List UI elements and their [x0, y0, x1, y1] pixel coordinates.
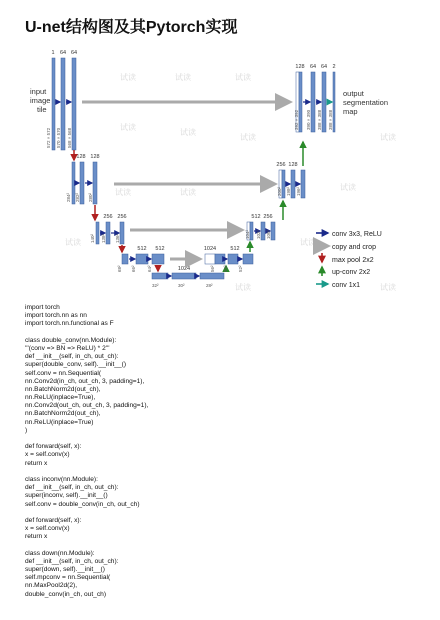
code-line: nn.BatchNorm2d(out_ch),: [25, 410, 101, 418]
channel-label: 256: [103, 214, 113, 220]
code-line: def __init__(self, in_ch, out_ch):: [25, 484, 119, 492]
code-line: import torch: [25, 304, 60, 311]
feature-map: [96, 222, 99, 244]
code-line: [25, 329, 415, 337]
channel-label: 1024: [203, 246, 217, 252]
watermark: 试读: [115, 188, 131, 197]
feature-map: [228, 254, 238, 264]
size-label: 28²: [206, 283, 213, 288]
size-label: 138²: [101, 233, 106, 243]
code-line: self.mpconv = nn.Sequential(: [25, 574, 111, 582]
code-line: x = self.conv(x): [25, 451, 70, 459]
feature-map: [311, 72, 315, 132]
code-line: import torch.nn as nn: [25, 312, 87, 320]
feature-map: [136, 254, 148, 264]
input-label-line: input: [30, 87, 47, 96]
size-label: 568 × 568: [67, 127, 72, 148]
channel-label: 512: [137, 246, 147, 252]
code-line: self.conv = nn.Sequential(: [25, 369, 102, 377]
size-label: 198²: [286, 186, 291, 196]
size-label: 54²: [223, 265, 228, 272]
watermark: 试读: [340, 183, 356, 192]
channel-label: 64: [70, 50, 78, 56]
code-line: return x: [25, 459, 48, 467]
watermark: 试读: [120, 123, 136, 132]
watermark: 试读: [180, 128, 196, 137]
code-line: [25, 509, 415, 517]
channel-label: 128: [76, 154, 86, 160]
channel-label: 1: [51, 50, 55, 56]
legend-label: max pool 2x2: [332, 257, 374, 264]
size-label: 68²: [117, 265, 122, 272]
code-line: [25, 435, 415, 443]
watermark: 试读: [120, 73, 136, 82]
feature-map: [61, 58, 65, 150]
size-label: 102²: [256, 229, 261, 239]
channel-label: 256: [117, 214, 127, 220]
code-line: [25, 468, 415, 476]
size-label: 392 × 392: [294, 109, 299, 130]
code-listing: [25, 304, 415, 599]
code-line: class inconv(nn.Module):: [25, 475, 98, 483]
channel-label: 64: [59, 50, 67, 56]
output-label-line: segmentation: [343, 98, 389, 107]
channel-label: 128: [90, 154, 100, 160]
legend-label: up-conv 2x2: [332, 269, 371, 276]
channel-label: 128: [288, 162, 298, 168]
feature-map: [250, 222, 253, 240]
feature-map: [322, 72, 326, 132]
feature-map: [282, 170, 285, 198]
feature-map: [200, 273, 224, 279]
output-label-line: map: [343, 107, 358, 116]
legend: [315, 231, 382, 289]
legend-label: copy and crop: [332, 244, 376, 251]
feature-map: [93, 162, 97, 204]
size-label: 56²: [210, 265, 215, 272]
channel-label: 64: [309, 64, 317, 70]
size-label: 572 × 572: [46, 127, 51, 148]
cropped-feature-map: [205, 254, 215, 264]
code-line: super(down, self).__init__(): [25, 566, 105, 573]
feature-map: [152, 254, 164, 264]
page-title: U-net结构图及其Pytorch实现: [25, 19, 238, 36]
code-line: nn.MaxPool2d(2),: [25, 582, 78, 590]
code-line: return x: [25, 533, 48, 541]
input-label-line: image: [30, 96, 51, 105]
code-line: nn.BatchNorm2d(out_ch),: [25, 385, 101, 393]
feature-map: [333, 72, 335, 132]
watermark: 试读: [65, 238, 81, 247]
channel-label: 2: [332, 64, 336, 70]
feature-map: [271, 222, 275, 240]
size-label: 140²: [90, 233, 95, 243]
watermark: 试读: [380, 133, 396, 142]
size-label: 200²: [277, 186, 282, 196]
watermark: 试读: [235, 283, 251, 292]
code-line: def __init__(self, in_ch, out_ch):: [25, 353, 119, 361]
feature-map: [215, 254, 225, 264]
size-label: 104²: [245, 229, 250, 239]
code-line: x = self.conv(x): [25, 525, 70, 533]
size-label: 30²: [178, 283, 185, 288]
channel-label: 512: [155, 246, 165, 252]
feature-map: [52, 58, 55, 150]
watermark: 试读: [300, 238, 316, 247]
channel-label: 128: [295, 64, 305, 70]
size-label: 196²: [296, 186, 301, 196]
feature-map: [243, 254, 253, 264]
feature-map: [152, 273, 168, 279]
code-line: self.conv = double_conv(in_ch, out_ch): [25, 500, 140, 508]
size-label: 570 × 570: [56, 127, 61, 148]
size-label: 64²: [147, 265, 152, 272]
feature-map: [291, 170, 295, 198]
watermark: 试读: [380, 283, 396, 292]
channel-label: 512: [251, 214, 261, 220]
size-label: 52²: [238, 265, 243, 272]
channel-label: 256: [276, 162, 286, 168]
channel-label: 1024: [177, 266, 191, 272]
watermark: 试读: [175, 73, 191, 82]
watermark: 试读: [180, 188, 196, 197]
code-line: nn.Conv2d(out_ch, out_ch, 3, padding=1),: [25, 402, 149, 410]
size-label: 100²: [266, 229, 271, 239]
code-line: import torch.nn.functional as F: [25, 320, 114, 328]
feature-map: [106, 222, 110, 244]
legend-label: conv 3x3, ReLU: [332, 231, 382, 238]
code-line: class down(nn.Module):: [25, 549, 95, 557]
size-label: 282²: [75, 192, 80, 202]
channel-label: 512: [230, 246, 240, 252]
watermark: 试读: [235, 73, 251, 82]
size-label: 136²: [115, 233, 120, 243]
code-line: def forward(self, x):: [25, 516, 82, 524]
size-label: 66²: [131, 265, 136, 272]
code-line: [25, 541, 415, 549]
code-line: class double_conv(nn.Module):: [25, 336, 117, 344]
input-label-line: tile: [37, 105, 47, 114]
output-label-line: output: [343, 89, 364, 98]
size-label: 388 × 388: [317, 109, 322, 130]
feature-map: [122, 254, 128, 264]
feature-map: [72, 58, 76, 150]
size-label: 284²: [66, 192, 71, 202]
feature-map: [172, 273, 196, 279]
code-line: nn.ReLU(inplace=True): [25, 418, 94, 426]
code-line: def forward(self, x):: [25, 443, 82, 451]
code-line: double_conv(in_ch, out_ch): [25, 590, 107, 598]
code-line: super(double_conv, self).__init__(): [25, 361, 127, 369]
feature-map: [120, 222, 124, 244]
channel-label: 64: [320, 64, 328, 70]
code-line: ): [25, 426, 28, 434]
feature-map: [299, 72, 302, 132]
unet-architecture-diagram: [0, 0, 440, 300]
code-line: nn.Conv2d(in_ch, out_ch, 3, padding=1),: [25, 377, 145, 385]
watermark: 试读: [240, 133, 256, 142]
feature-map: [80, 162, 84, 204]
feature-map: [301, 170, 305, 198]
code-line: nn.ReLU(inplace=True),: [25, 394, 96, 402]
code-line: super(inconv, self).__init__(): [25, 492, 108, 500]
code-line: def __init__(self, in_ch, out_ch):: [25, 557, 119, 565]
legend-label: conv 1x1: [332, 282, 361, 289]
size-label: 388 × 388: [328, 109, 333, 130]
code-line: '''(conv => BN => ReLU) * 2''': [25, 344, 110, 352]
size-label: 390 × 390: [306, 109, 311, 130]
size-label: 32²: [152, 283, 159, 288]
size-label: 280²: [88, 192, 93, 202]
channel-label: 256: [263, 214, 273, 220]
feature-map: [261, 222, 265, 240]
